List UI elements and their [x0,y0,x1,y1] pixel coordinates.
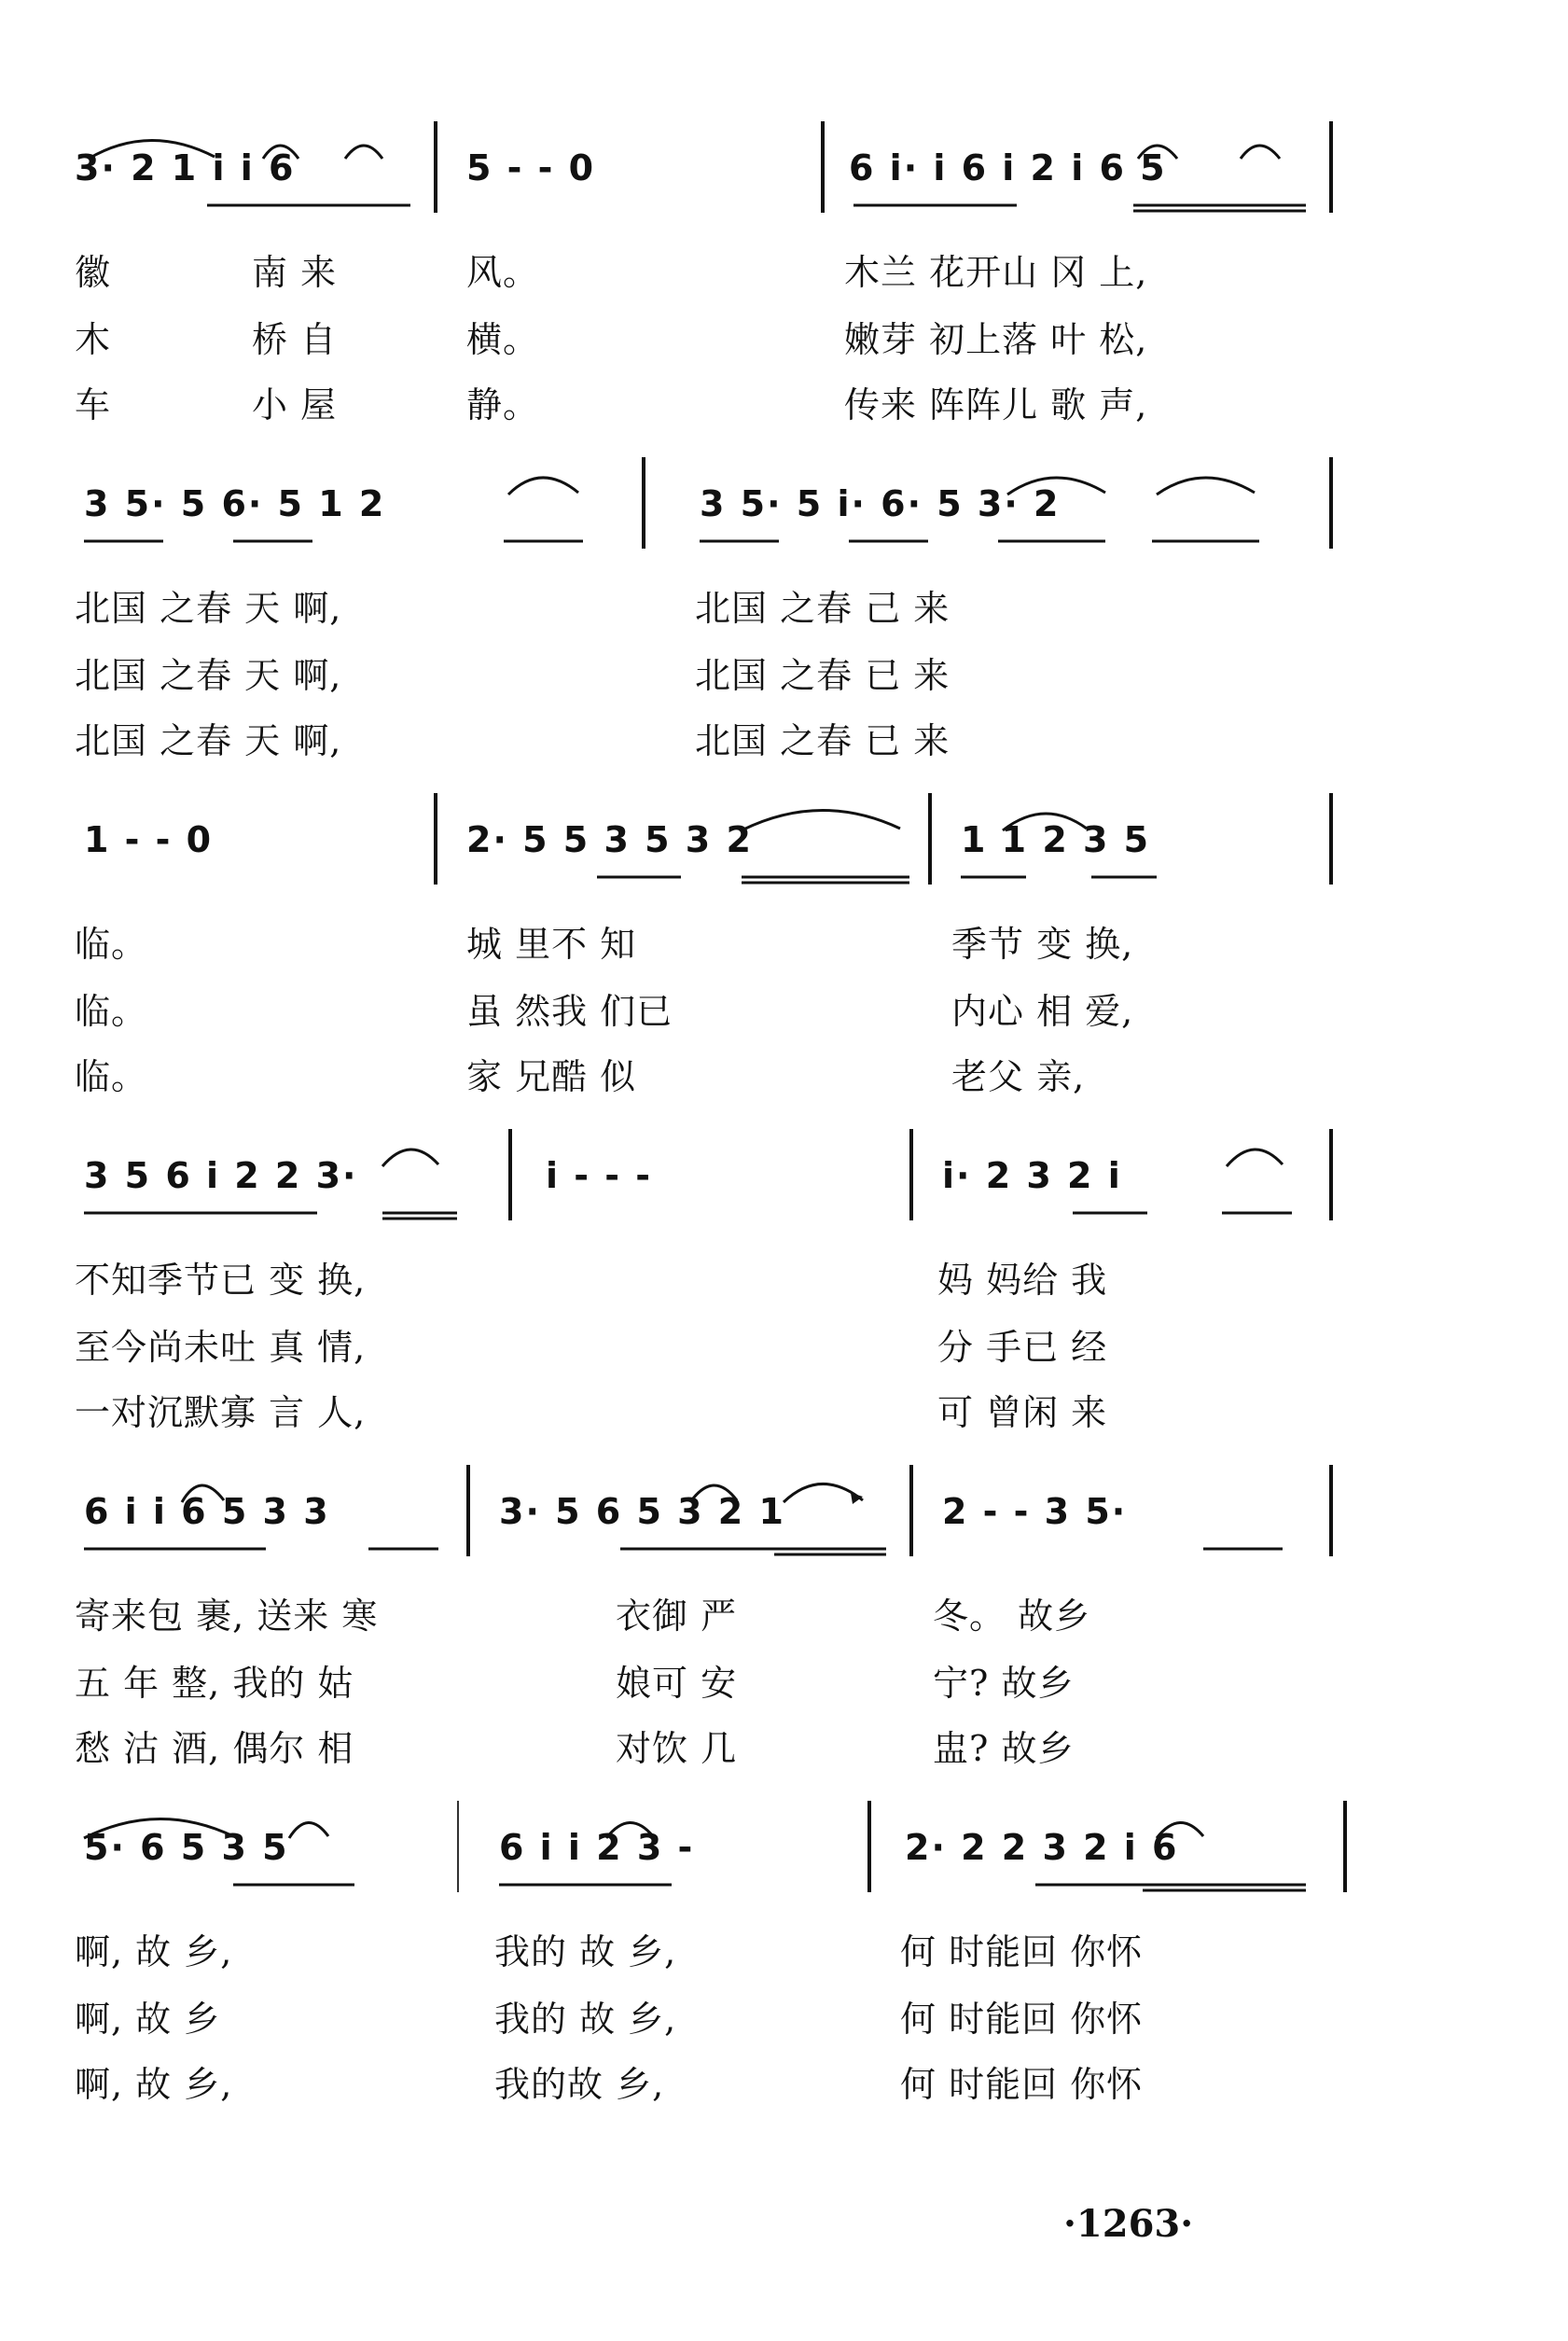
lyric-text: 啊, 故 乡 [75,1999,221,2040]
measure-notes: i· 2 3 2 i [942,1155,1122,1196]
lyric-text: 传来 阵阵儿 歌 声, [844,384,1148,425]
lyric-text: 我的故 乡, [494,2064,665,2105]
measure-notes: 1 1 2 3 5 [961,819,1151,860]
lyric-text: 嫩芽 初上落 叶 松, [844,319,1148,360]
measure-notes: 1 - - 0 [84,819,214,860]
lyric-text: 对饮 几 [616,1728,738,1769]
bar-line [1329,1129,1333,1220]
measure-notes: 3 5· 5 6· 5 1 2 [84,483,386,524]
bar-line [1329,121,1333,213]
bar-line [928,793,932,885]
lyric-text: 临。 [75,991,148,1032]
bar-line [466,1465,470,1556]
lyric-text: 一对沉默寡 言 人, [75,1392,367,1433]
lyric-text: 小 屋 [252,384,338,425]
measure-notes: 6 i i 6 5 3 3 [84,1491,330,1532]
lyric-text: 桥 自 [252,319,338,360]
measure-notes: 2 - - 3 5· [942,1491,1128,1532]
notation-line [0,448,1568,550]
lyric-text: 北国 之春 已 来 [695,720,951,761]
measure-notes: 6 i i 2 3 - [499,1827,695,1868]
lyric-text: 徽 [75,252,112,293]
bar-line [1329,457,1333,549]
notation-line [0,784,1568,886]
lyric-text: 寄来包 裹, 送来 寒 [75,1596,379,1637]
lyric-text: 北国 之春 天 啊, [75,588,342,629]
lyric-text: 北国 之春 天 啊, [75,720,342,761]
lyric-text: 家 兄酷 似 [466,1056,637,1097]
lyric-text: 何 时能回 你怀 [900,2064,1144,2105]
lyric-text: 衣御 严 [616,1596,738,1637]
lyric-text: 南 来 [252,252,338,293]
lyric-text: 车 [75,384,112,425]
notation-line [0,112,1568,215]
lyric-text: 妈 妈给 我 [937,1260,1108,1301]
lyric-text: 不知季节已 变 换, [75,1260,367,1301]
lyric-text: 冬。 故乡 [933,1596,1091,1637]
lyric-text: 盅? 故乡 [933,1728,1075,1769]
bar-line [867,1801,871,1892]
bar-line [821,121,825,213]
bar-line [508,1129,512,1220]
lyric-text: 娘可 安 [616,1663,738,1704]
lyric-text: 至今尚未吐 真 情, [75,1327,367,1368]
lyric-text: 静。 [466,384,540,425]
lyric-text: 分 手已 经 [937,1327,1108,1368]
measure-notes: 2· 5 5 3 5 3 2 [466,819,753,860]
lyric-text: 横。 [466,319,540,360]
bar-line [457,1801,459,1892]
lyric-text: 风。 [466,252,540,293]
measure-notes: 3· 5 6 5 3 2 1 [499,1491,785,1532]
measure-notes: 5· 6 5 3 5 [84,1827,289,1868]
notation-line [0,1456,1568,1558]
lyric-text: 木兰 花开山 冈 上, [844,252,1148,293]
lyric-text: 五 年 整, 我的 姑 [75,1663,354,1704]
bar-line [642,457,645,549]
measure-notes: 3 5 6 i 2 2 3· [84,1155,358,1196]
lyric-text: 北国 之春 已 来 [695,655,951,696]
lyric-text: 愁 沽 酒, 偶尔 相 [75,1728,354,1769]
lyric-text: 何 时能回 你怀 [900,1999,1144,2040]
bar-line [1329,793,1333,885]
bar-line [1329,1465,1333,1556]
notation-line [0,1791,1568,1894]
lyric-text: 可 曾闲 来 [937,1392,1108,1433]
measure-notes: 3 5· 5 i· 6· 5 3· 2 [700,483,1061,524]
bar-line [434,121,437,213]
bar-line [1343,1801,1347,1892]
lyric-text: 临。 [75,1056,148,1097]
lyric-text: 何 时能回 你怀 [900,1931,1144,1972]
measure-notes: 3· 2 1 i i 6 [75,147,296,188]
measure-notes: 5 - - 0 [466,147,596,188]
measure-notes: i - - - [546,1155,653,1196]
lyric-text: 临。 [75,924,148,965]
lyric-text: 啊, 故 乡, [75,1931,233,1972]
bar-line [909,1129,913,1220]
measure-notes: 2· 2 2 3 2 i 6 [905,1827,1179,1868]
lyric-text: 虽 然我 们已 [466,991,673,1032]
bar-line [909,1465,913,1556]
lyric-text: 城 里不 知 [466,924,637,965]
measure-notes: 6 i· i 6 i 2 i 6 5 [849,147,1167,188]
page-number: ·1263· [1063,2202,1194,2246]
bar-line [434,793,437,885]
lyric-text: 我的 故 乡, [494,1999,677,2040]
lyric-text: 我的 故 乡, [494,1931,677,1972]
lyric-text: 北国 之春 己 来 [695,588,951,629]
notation-line [0,1120,1568,1222]
lyric-text: 内心 相 爱, [951,991,1134,1032]
lyric-text: 宁? 故乡 [933,1663,1075,1704]
lyric-text: 北国 之春 天 啊, [75,655,342,696]
lyric-text: 季节 变 换, [951,924,1134,965]
lyric-text: 老父 亲, [951,1056,1086,1097]
lyric-text: 啊, 故 乡, [75,2064,233,2105]
lyric-text: 木 [75,319,112,360]
